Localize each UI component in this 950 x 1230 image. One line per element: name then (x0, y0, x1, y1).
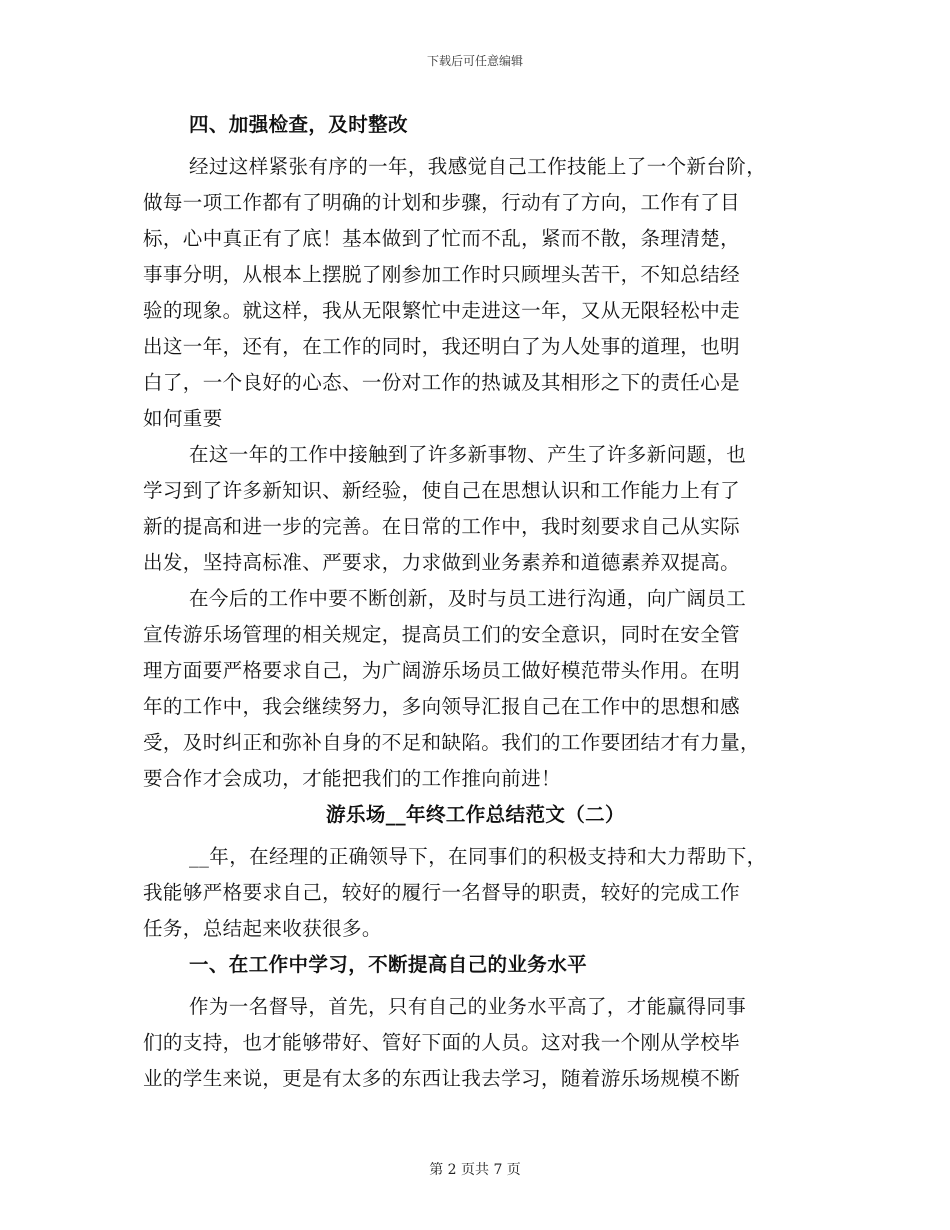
text-line: 我能够严格要求自己，较好的履行一名督导的职责，较好的完成工作 (143, 881, 741, 904)
text-line: 做每一项工作都有了明确的计划和步骤，行动有了方向，工作有了目 (143, 191, 741, 214)
text-line: 出发，坚持高标准、严要求，力求做到业务素养和道德素养双提高。 (143, 551, 741, 574)
paragraph (143, 844, 808, 941)
text-line: 一、在工作中学习，不断提高自己的业务水平 (189, 953, 588, 976)
text-line: 们的支持，也才能够带好、管好下面的人员。这对我一个刚从学校毕 (143, 1031, 741, 1054)
paragraph (143, 994, 808, 1091)
text-line: 理方面要严格要求自己，为广阔游乐场员工做好模范带头作用。在明 (143, 659, 741, 682)
document-body (143, 112, 808, 1102)
paragraph (143, 586, 808, 791)
text-line: 游乐场__年终工作总结范文（二） (326, 803, 625, 826)
text-line: 出这一年，还有，在工作的同时，我还明白了为人处事的道理，也明 (143, 335, 741, 358)
text-line: 白了，一个良好的心态、一份对工作的热诚及其相形之下的责任心是 (143, 371, 741, 394)
text-line: 在这一年的工作中接触到了许多新事物、产生了许多新问题，也 (189, 443, 747, 466)
page-footer: 第 2 页共 7 页 (429, 1162, 521, 1178)
text-line: __年，在经理的正确领导下，在同事们的积极支持和大力帮助下， (189, 845, 767, 868)
text-line: 新的提高和进一步的完善。在日常的工作中，我时刻要求自己从实际 (143, 515, 741, 538)
text-line: 如何重要 (143, 407, 223, 430)
text-line: 受，及时纠正和弥补自身的不足和缺陷。我们的工作要团结才有力量， (143, 731, 760, 754)
text-line: 标，心中真正有了底！基本做到了忙而不乱，紧而不散，条理清楚， (143, 227, 741, 250)
text-line: 经过这样紧张有序的一年，我感觉自己工作技能上了一个新台阶， (189, 155, 767, 178)
text-line: 学习到了许多新知识、新经验，使自己在思想认识和工作能力上有了 (143, 479, 741, 502)
text-line: 四、加强检查，及时整改 (189, 113, 408, 136)
text-line: 验的现象。就这样，我从无限繁忙中走进这一年，又从无限轻松中走 (143, 299, 741, 322)
text-line: 事事分明，从根本上摆脱了刚参加工作时只顾埋头苦干，不知总结经 (143, 263, 741, 286)
text-line: 业的学生来说，更是有太多的东西让我去学习，随着游乐场规模不断 (143, 1067, 741, 1090)
page-header: 下载后可任意编辑 (426, 54, 523, 68)
paragraph (143, 154, 808, 431)
text-line: 要合作才会成功，才能把我们的工作推向前进！ (143, 767, 561, 790)
text-line: 任务，总结起来收获很多。 (143, 917, 382, 940)
text-line: 在今后的工作中要不断创新，及时与员工进行沟通，向广阔员工 (189, 587, 747, 610)
text-line: 宣传游乐场管理的相关规定，提高员工们的安全意识，同时在安全管 (143, 623, 741, 646)
text-line: 年的工作中，我会继续努力，多向领导汇报自己在工作中的思想和感 (143, 695, 741, 718)
text-line: 作为一名督导，首先，只有自己的业务水平高了，才能赢得同事 (189, 995, 747, 1018)
section-title (143, 802, 808, 827)
paragraph (143, 442, 808, 575)
section-heading (143, 112, 808, 137)
section-heading (143, 952, 808, 977)
